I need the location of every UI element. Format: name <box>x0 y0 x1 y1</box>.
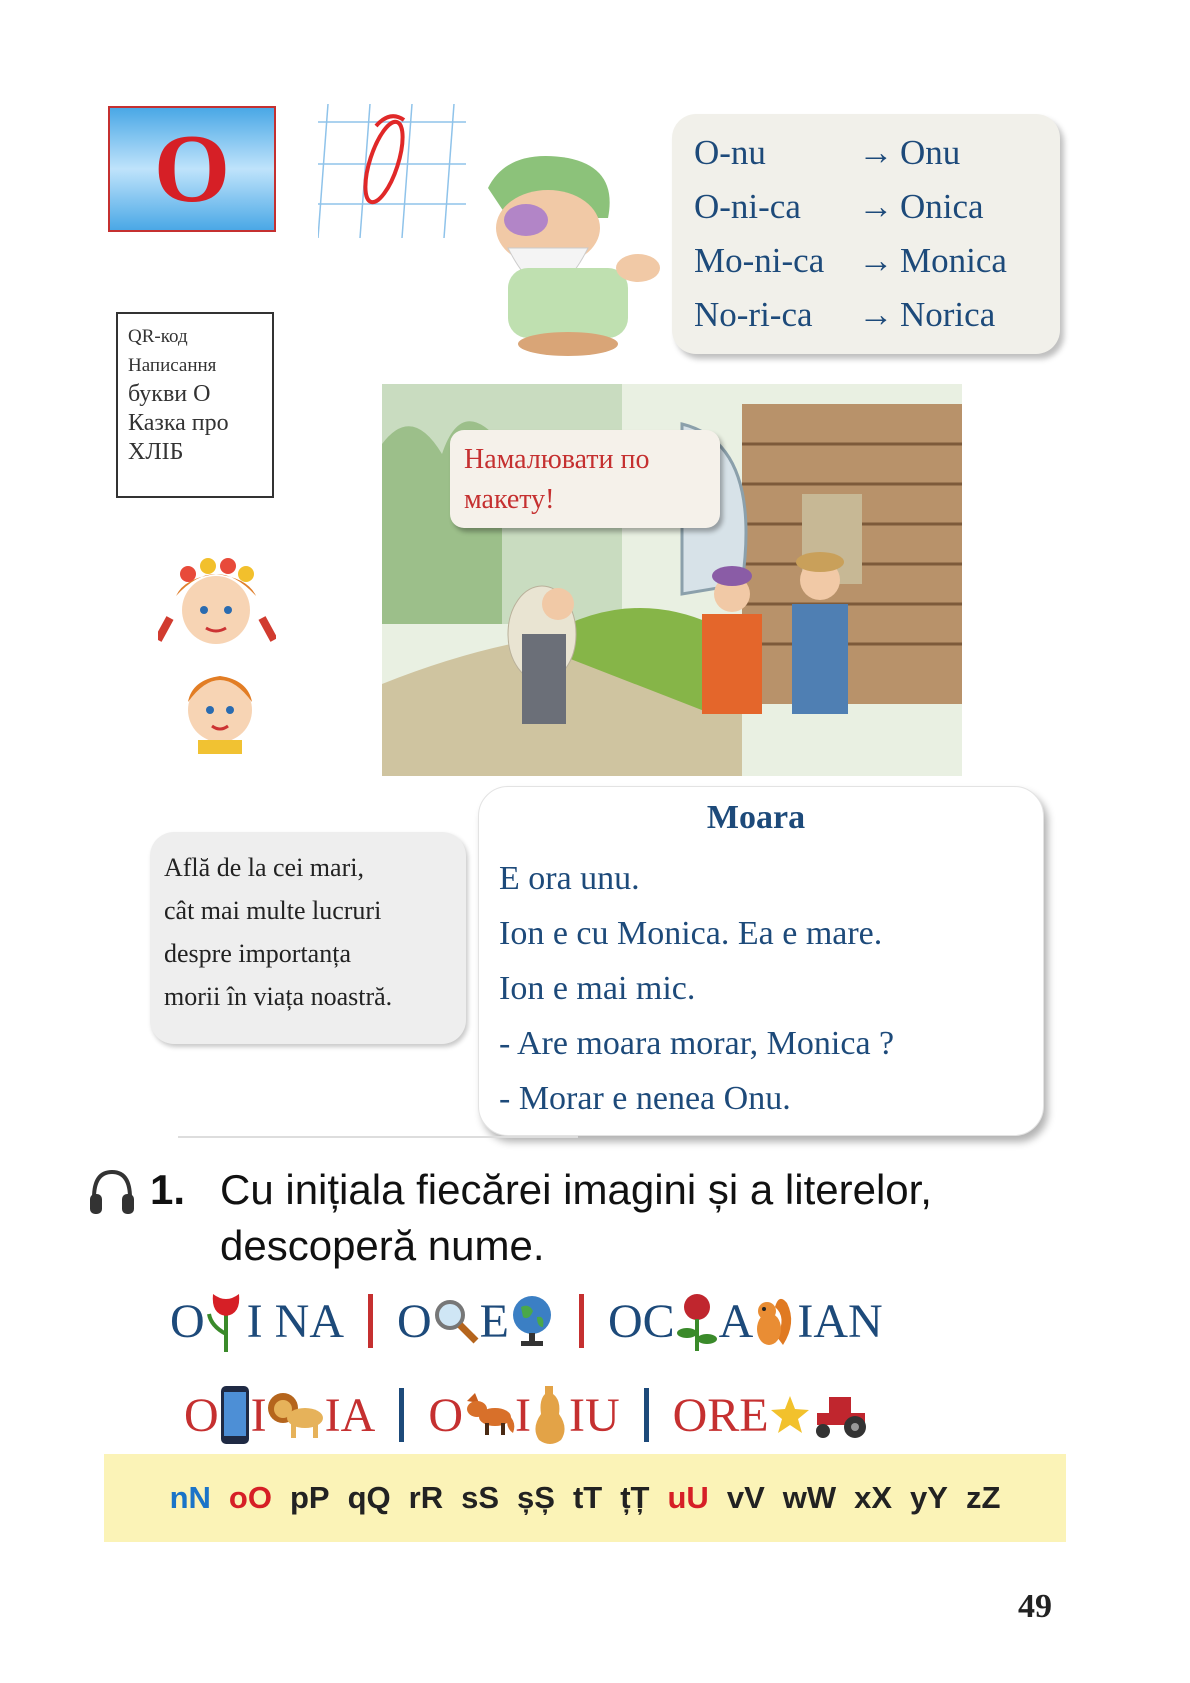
alphabet-letter: nN <box>169 1480 211 1515</box>
qr-note-line: Написання <box>128 355 217 376</box>
syllable-row <box>694 126 1060 180</box>
qr-note-line: QR-код <box>128 326 188 347</box>
alphabet-letter: xX <box>854 1480 893 1515</box>
separator <box>399 1388 404 1442</box>
story-line: E ora unu. <box>499 860 640 897</box>
story-line: - Are moara morar, Monica ? <box>499 1025 895 1062</box>
phone-icon <box>219 1384 251 1446</box>
separator <box>644 1388 649 1442</box>
qr-note-line: ХЛІБ <box>128 439 184 465</box>
squash-icon <box>531 1384 569 1446</box>
alphabet-letter: țȚ <box>620 1480 650 1515</box>
task-line: despre importanța <box>164 939 351 968</box>
arrow-icon: → <box>858 133 894 172</box>
rebus-row <box>184 1376 1064 1454</box>
story-title: Moara <box>706 799 806 836</box>
tractor-icon <box>811 1391 873 1439</box>
qr-note-line: букви О <box>128 381 211 407</box>
rebus-letters: O <box>396 1294 432 1348</box>
alphabet-letter: yY <box>910 1480 948 1515</box>
letter-card <box>108 106 276 232</box>
alphabet-letter: pP <box>289 1480 330 1515</box>
picture-note-text: Намалювати по макету! <box>464 444 650 515</box>
syllable-row <box>694 180 1060 234</box>
rebus-letters: IU <box>568 1388 620 1442</box>
story-line: - Morar e nenea Onu. <box>499 1080 791 1117</box>
picture-note-bubble <box>450 430 720 528</box>
task-bubble <box>150 832 466 1044</box>
alphabet-letter: șȘ <box>517 1480 555 1515</box>
qr-code-note <box>116 312 274 498</box>
alphabet-letter: uU <box>667 1480 709 1515</box>
rebus-letters: IA <box>324 1388 376 1442</box>
rebus-letters: O <box>428 1388 463 1442</box>
arrow-icon: → <box>858 241 894 280</box>
boy-avatar <box>168 666 272 754</box>
syllable-split: No-ri-ca <box>694 295 813 334</box>
rebus-letters: O <box>170 1294 205 1348</box>
syllable-word: Monica <box>900 241 1007 280</box>
lion-icon <box>267 1390 325 1440</box>
girl-avatar <box>158 556 276 656</box>
alphabet-strip <box>104 1454 1066 1542</box>
rebus-letters: IAN <box>797 1294 883 1348</box>
globe-icon <box>509 1293 555 1349</box>
alphabet-letter: oO <box>228 1480 272 1515</box>
alphabet-letter: tT <box>572 1480 603 1515</box>
exercise-instruction: Cu inițiala fiecărei imagini și a literelor, descoperă nume. <box>220 1166 932 1269</box>
handwriting-grid <box>318 104 466 238</box>
alphabet-letter: rR <box>408 1480 444 1515</box>
rebus-row <box>170 1282 1050 1360</box>
rebus-letters: E <box>479 1294 509 1348</box>
exercise-number: 1. <box>150 1166 186 1213</box>
tulip-icon <box>205 1290 247 1352</box>
story-line: Ion e mai mic. <box>499 970 696 1007</box>
story-panel <box>478 786 1044 1136</box>
page-number: 49 <box>1018 1588 1052 1625</box>
star-icon <box>769 1394 811 1436</box>
rebus-letters: ORE <box>672 1388 769 1442</box>
syllable-word: Norica <box>900 295 996 334</box>
squirrel-icon <box>753 1293 797 1349</box>
arrow-icon: → <box>858 295 894 334</box>
rebus-letters: A <box>718 1294 754 1348</box>
rebus-letters: I NA <box>246 1294 344 1348</box>
syllable-split: O-nu <box>694 133 766 172</box>
dwarf-illustration <box>448 148 684 358</box>
syllable-word: Onu <box>900 133 961 172</box>
syllable-split: O-ni-ca <box>694 187 801 226</box>
alphabet-letter: sS <box>461 1480 500 1515</box>
alphabet-letter: wW <box>782 1480 837 1515</box>
separator <box>579 1294 584 1348</box>
rose-icon <box>675 1291 719 1351</box>
separator <box>368 1294 373 1348</box>
story-line: Ion e cu Monica. Ea e mare. <box>499 915 883 952</box>
headphones-icon[interactable] <box>86 1166 138 1218</box>
qr-note-line: Казка про <box>128 410 229 436</box>
syllable-word: Onica <box>900 187 984 226</box>
letter-heading: O <box>153 115 231 223</box>
task-line: morii în viața noastră. <box>164 982 393 1011</box>
syllable-row <box>694 288 1060 342</box>
fox-icon <box>463 1393 515 1437</box>
task-line: cât mai multe lucruri <box>164 896 382 925</box>
syllables-panel <box>672 114 1060 354</box>
rebus-letters: OC <box>607 1294 675 1348</box>
syllable-split: Mo-ni-ca <box>694 241 825 280</box>
divider <box>178 1136 578 1138</box>
rebus-letters: I <box>514 1388 531 1442</box>
rebus-letters: I <box>250 1388 267 1442</box>
arrow-icon: → <box>858 187 894 226</box>
magnifier-icon <box>432 1297 480 1345</box>
alphabet-letter: vV <box>726 1480 765 1515</box>
alphabet-letter: qQ <box>347 1480 391 1515</box>
syllable-row <box>694 234 1060 288</box>
alphabet-letter: zZ <box>965 1480 1001 1515</box>
task-line: Află de la cei mari, <box>164 853 364 882</box>
rebus-letters: O <box>184 1388 219 1442</box>
